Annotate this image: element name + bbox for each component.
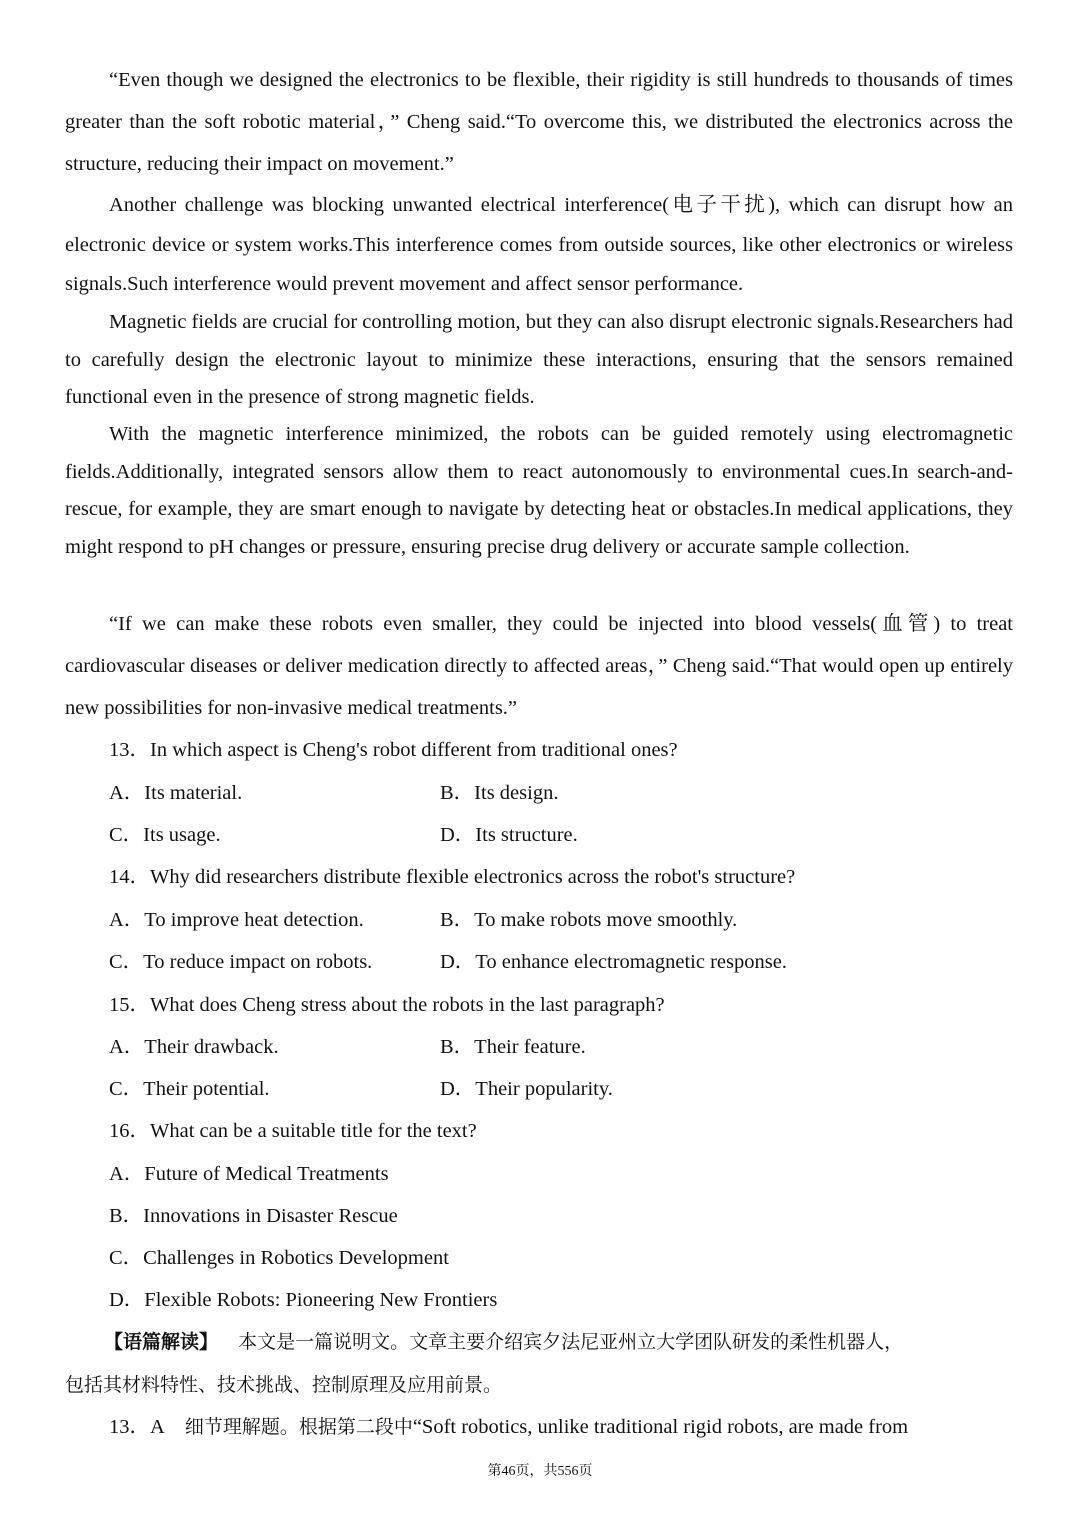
answer-13-type: 细节理解题。根据第二段中 — [184, 1416, 413, 1438]
option-b: B．Innovations in Disaster Rescue — [109, 1205, 398, 1227]
passage-paragraph-3: Magnetic fields are crucial for controlling motion, but they can also disrupt electronic signals.Researchers had to carefully design the electronic layout to minimize these interactions, ensuring that the sensors remained functional even in the presence of strong magnetic fields. — [65, 311, 1013, 408]
analysis-text: 本文是一篇说明文。文章主要介绍宾夕法尼亚州立大学团队研发的柔性机器人， — [238, 1331, 904, 1353]
page-footer: 第46页，共556页 — [487, 1464, 593, 1479]
option-a: A．Its material. — [109, 782, 243, 804]
analysis-line-1 — [104, 1321, 903, 1363]
question-stem: 14．Why did researchers distribute flexible electronics across the robot's structure? — [109, 866, 796, 888]
answer-13-quote: “Soft robotics, unlike traditional rigid robots, are made from — [412, 1416, 909, 1438]
option-b: B．To make robots move smoothly. — [440, 909, 738, 931]
answer-13 — [109, 1406, 908, 1448]
passage-paragraph-5: “If we can make these robots even smaller, they could be injected into blood vessels(血管) to treat cardiovascular diseases or deliver medication directly to affected areas，” Cheng said.“That would open up entirely new possibilities for non-invasive medical treatments.” — [65, 613, 1013, 719]
option-c: C．Its usage. — [109, 824, 221, 846]
question-stem: 16．What can be a suitable title for the text? — [109, 1120, 477, 1142]
option-a: A．Future of Medical Treatments — [109, 1163, 389, 1185]
option-d: D．To enhance electromagnetic response. — [440, 951, 787, 973]
passage-paragraph-4: With the magnetic interference minimized, the robots can be guided remotely using electromagnetic fields.Additionally, integrated sensors allow them to react autonomously to environmental cues.In search-and-rescue, for example, they are smart enough to navigate by detecting heat or obstacles.In medical applications, they might respond to pH changes or pressure, ensuring precise drug delivery or accurate sample collection. — [65, 423, 1013, 558]
option-d: D．Their popularity. — [440, 1078, 613, 1100]
option-d: D．Its structure. — [440, 824, 578, 846]
option-a: A．Their drawback. — [109, 1036, 279, 1058]
option-c: C．Their potential. — [109, 1078, 270, 1100]
option-b: B．Their feature. — [440, 1036, 586, 1058]
option-c: C．Challenges in Robotics Development — [109, 1247, 449, 1269]
question-stem: 13．In which aspect is Cheng's robot different from traditional ones? — [109, 739, 678, 761]
analysis-heading: 【语篇解读】 — [104, 1331, 219, 1353]
option-a: A．To improve heat detection. — [109, 909, 364, 931]
option-d: D．Flexible Robots: Pioneering New Frontiers — [109, 1289, 498, 1311]
option-c: C．To reduce impact on robots. — [109, 951, 373, 973]
option-b: B．Its design. — [440, 782, 559, 804]
question-stem: 15．What does Cheng stress about the robots in the last paragraph? — [109, 994, 665, 1016]
passage-paragraph-1: “Even though we designed the electronics to be flexible, their rigidity is still hundreds to thousands of times greater than the soft robotic material，” Cheng said.“To overcome this, we distributed the electronics across the structure, reducing their impact on movement.” — [65, 69, 1013, 175]
answer-13-label: 13．A — [109, 1416, 164, 1438]
analysis-line-2: 包括其材料特性、技术挑战、控制原理及应用前景。 — [65, 1374, 503, 1396]
passage-paragraph-2: Another challenge was blocking unwanted electrical interference(电子干扰), which can disrupt how an electronic device or system works.This interference comes from outside sources, like other electronics or wireless signals.Such interference would prevent movement and affect sensor performance. — [65, 194, 1013, 295]
